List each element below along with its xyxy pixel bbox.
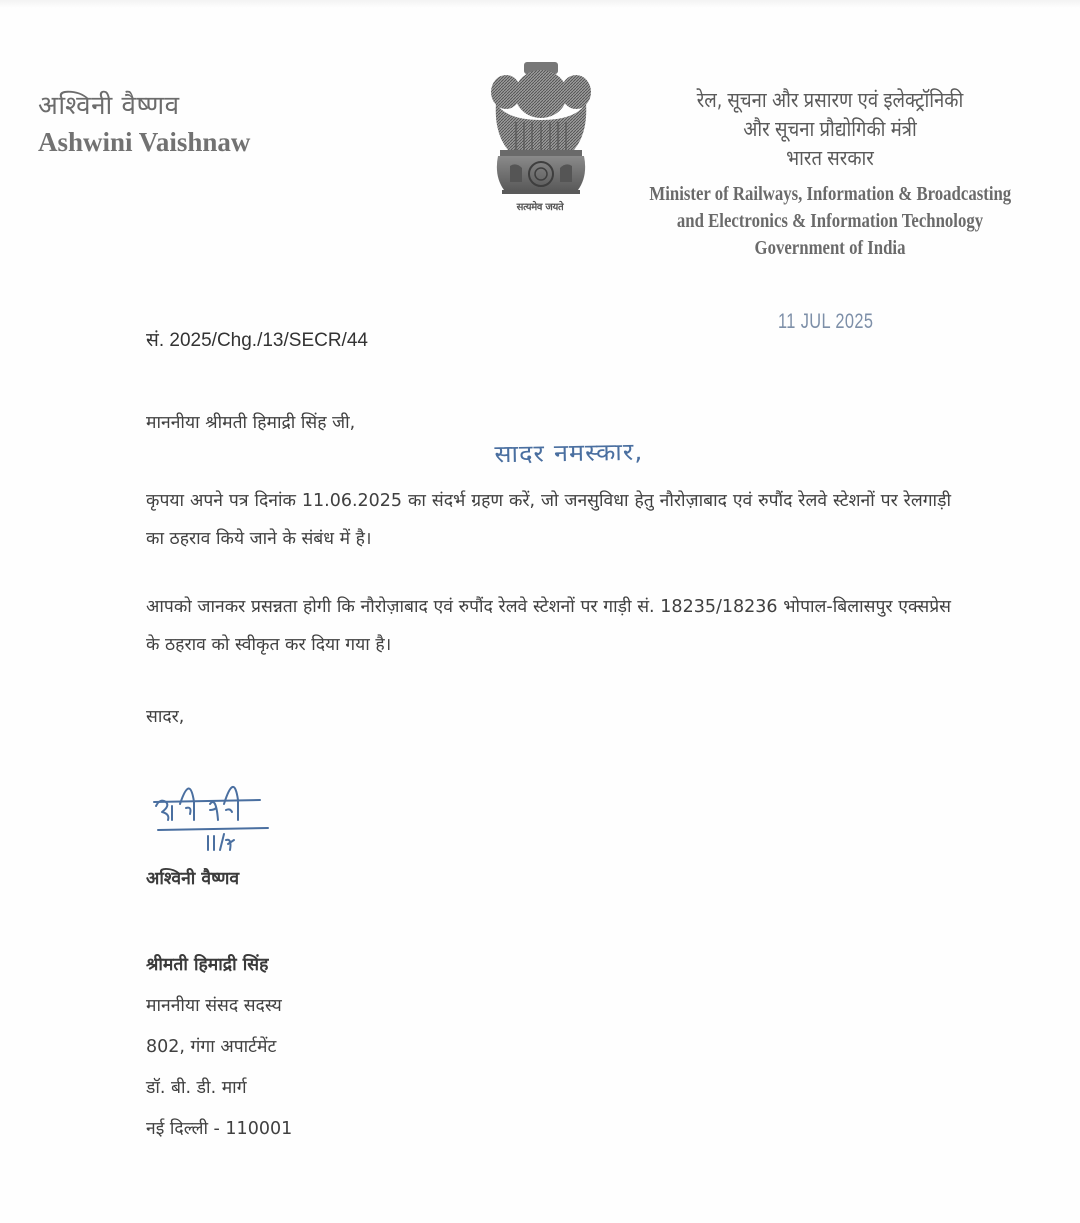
emblem-motto: सत्यमेव जयते xyxy=(516,202,564,213)
signature-icon xyxy=(150,770,275,860)
designation-block xyxy=(620,86,1040,262)
scan-edge xyxy=(0,0,1080,8)
designation-hindi-line-3: भारत सरकार xyxy=(786,146,874,170)
designation-english-line-2: and Electronics & Information Technology xyxy=(676,211,984,232)
designation-hindi-line-1: रेल, सूचना और प्रसारण एवं इलेक्ट्रॉनिकी xyxy=(696,88,964,112)
recipient-designation: माननीया संसद सदस्य xyxy=(146,996,282,1016)
minister-name-block xyxy=(38,88,250,158)
reference-number: सं. 2025/Chg./13/SECR/44 xyxy=(146,330,368,351)
state-emblem-icon xyxy=(486,58,596,218)
signatory-name: अश्विनी वैष्णव xyxy=(146,869,240,889)
recipient-address-line-1: 802, गंगा अपार्टमेंट xyxy=(146,1037,277,1057)
minister-name-hindi: अश्विनी वैष्णव xyxy=(38,91,180,121)
recipient-city: नई दिल्ली - 110001 xyxy=(146,1119,293,1139)
recipient-name: श्रीमती हिमाद्री सिंह xyxy=(146,955,269,975)
handwritten-greeting: सादर नमस्कार, xyxy=(494,437,644,469)
recipient-address xyxy=(146,945,292,1150)
date-stamp: 11 JUL 2025 xyxy=(778,310,874,333)
paragraph-reference: कृपया अपने पत्र दिनांक 11.06.2025 का संदर्भ ग्रहण करें, जो जनसुविधा हेतु नौरोज़ाबाद एवं रुपौंद रेलवे स्टेशनों पर रेलगाड़ी का ठहराव किये जाने के संबंध में है। xyxy=(146,491,951,549)
minister-name-english: Ashwini Vaishnaw xyxy=(38,127,251,157)
paragraph-approval: आपको जानकर प्रसन्नता होगी कि नौरोज़ाबाद एवं रुपौंद रेलवे स्टेशनों पर गाड़ी सं. 18235/18236 भोपाल-बिलासपुर एक्सप्रेस के ठहराव को स्वीकृत कर दिया गया है। xyxy=(146,597,951,655)
recipient-address-line-2: डॉ. बी. डी. मार्ग xyxy=(146,1078,247,1098)
closing: सादर, xyxy=(146,707,185,727)
designation-english-line-3: Government of India xyxy=(754,238,906,259)
salutation: माननीया श्रीमती हिमाद्री सिंह जी, xyxy=(146,413,356,433)
designation-hindi-line-2: और सूचना प्रौद्योगिकी मंत्री xyxy=(743,117,917,141)
designation-english-line-1: Minister of Railways, Information & Broadcasting xyxy=(649,184,1012,205)
